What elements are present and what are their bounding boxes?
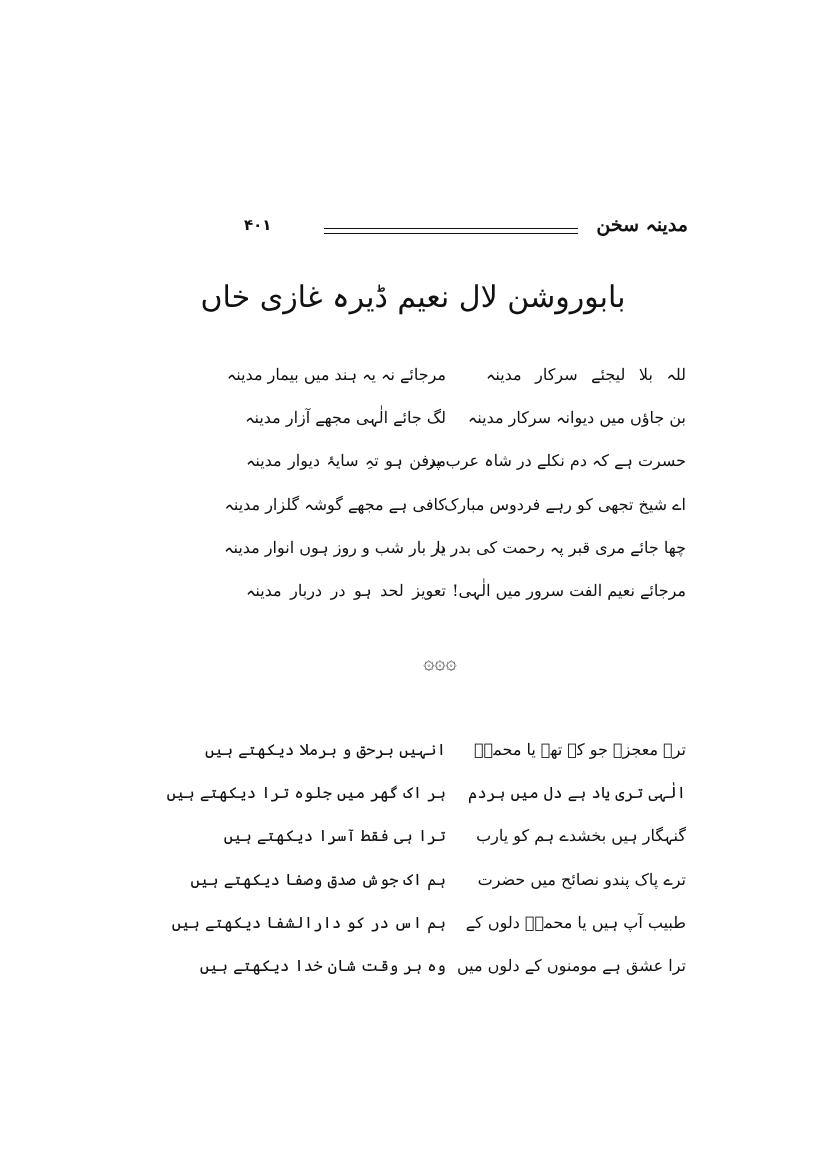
couplet bbox=[224, 490, 686, 525]
misra-first: ترے معجزے جو کہ تھے یا محمدؐ bbox=[474, 740, 686, 759]
header-double-rule bbox=[324, 228, 578, 234]
misra-first: چھا جائے مری قبر پہ رحمت کی بدر یا bbox=[436, 537, 686, 557]
couplet bbox=[226, 360, 686, 395]
misra-first: گنہگار ہیں بخشدے ہم کو یارب bbox=[476, 826, 686, 846]
couplet bbox=[246, 403, 686, 438]
misra-second: مدفن ہو تہِ سایۂ دیوار مدینہ bbox=[246, 451, 446, 471]
misra-first: ترا عشق ہے مومنوں کے دلوں میں bbox=[457, 955, 686, 975]
misra-second: انہیں برحق و برملا دیکھتے ہیں bbox=[204, 740, 446, 759]
section-separator-ornament: ۞۞۞ bbox=[423, 652, 457, 674]
couplet bbox=[223, 821, 686, 856]
misra-second: در بار شب و روز ہوں انوار مدینہ bbox=[224, 537, 446, 557]
poem-1 bbox=[224, 360, 686, 619]
misra-second: وہ ہر وقت شان خدا دیکھتے ہیں bbox=[199, 955, 446, 975]
couplet bbox=[166, 778, 686, 813]
couplet bbox=[204, 735, 686, 770]
misra-first: ترے پاک پندو نصائح میں حضرت bbox=[477, 869, 686, 889]
couplet bbox=[224, 533, 686, 568]
misra-second: لگ جائے الٰہی مجھے آزار مدینہ bbox=[245, 408, 446, 428]
misra-second: کافی ہے مجھے گوشہ گلزار مدینہ bbox=[224, 494, 446, 514]
misra-first: للہ بلا لیجئے سرکار مدینہ bbox=[486, 365, 686, 384]
misra-first: بن جاؤں میں دیوانہ سرکار مدینہ bbox=[467, 408, 686, 428]
misra-first: اے شیخ تجھی کو رہے فردوس مبارک bbox=[444, 494, 686, 514]
couplet bbox=[171, 908, 686, 943]
misra-second: تعویز لحد ہو در دربار مدینہ bbox=[246, 580, 446, 600]
running-header bbox=[244, 214, 688, 246]
book-title: مدینہ سخن bbox=[596, 214, 688, 236]
poet-title: بابوروشن لال نعیم ڈیرہ غازی خاں bbox=[200, 280, 626, 315]
misra-second: ہم اس در کو دارالشفا دیکھتے ہیں bbox=[171, 912, 446, 932]
misra-second: مرجائے نہ یہ ہند میں بیمار مدینہ bbox=[226, 365, 446, 384]
misra-second: ہم اک جوش صدق وصفا دیکھتے ہیں bbox=[190, 869, 446, 889]
couplet bbox=[190, 865, 686, 900]
couplet bbox=[199, 951, 686, 986]
misra-first: مرجائے نعیم الفت سرور میں الٰہی! bbox=[452, 580, 686, 600]
misra-first: الٰہی تری یاد ہے دل میں ہردم bbox=[467, 783, 686, 803]
page-number: ۴۰۱ bbox=[244, 216, 272, 234]
misra-first: طبیب آپ ہیں یا محمدؐ دلوں کے bbox=[465, 912, 686, 932]
misra-second: ہر اک گھر میں جلوہ ترا دیکھتے ہیں bbox=[166, 783, 446, 803]
poem-2 bbox=[166, 735, 686, 994]
misra-first: حسرت ہے کہ دم نکلے در شاہ عرب پر bbox=[427, 451, 686, 471]
misra-second: ترا ہی فقط آسرا دیکھتے ہیں bbox=[223, 826, 446, 846]
couplet bbox=[246, 576, 686, 611]
couplet bbox=[246, 446, 686, 481]
